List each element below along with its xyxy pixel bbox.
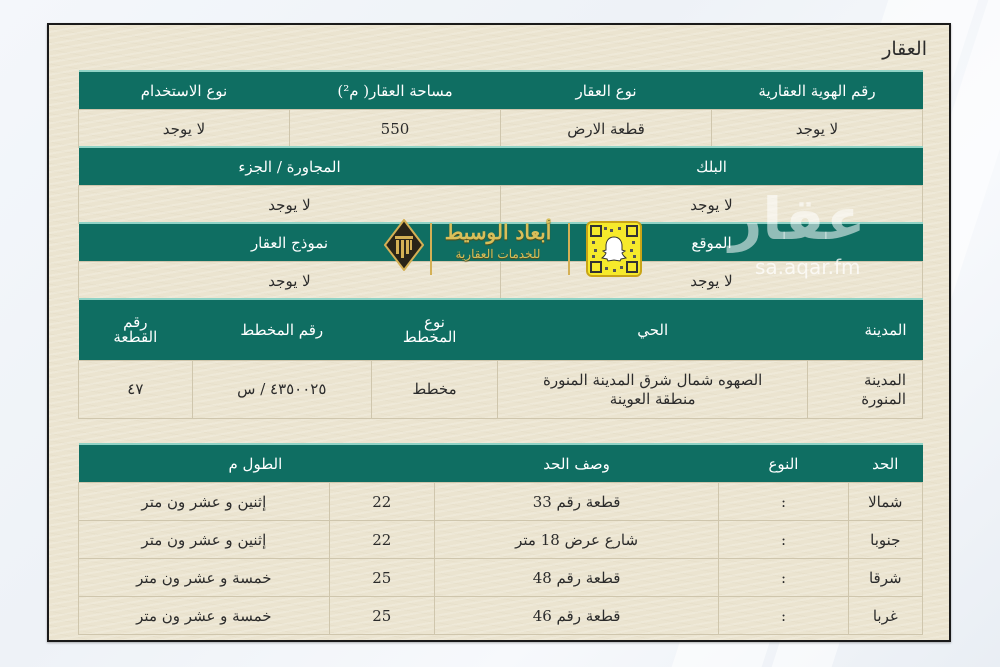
district-value-text: الصهوه شمال شرق المدينة المنورة منطقة العوينة	[542, 370, 763, 408]
building-logo-icon	[384, 219, 424, 271]
header-city: المدينة	[808, 299, 923, 361]
header-block: البلك	[501, 147, 923, 186]
watermark-logo-text: عقار	[729, 185, 866, 253]
section-title: العقار	[882, 38, 927, 60]
brand-name-sub: للخدمات العقارية	[455, 247, 541, 261]
city-value-text: المدينة المنورة	[861, 370, 906, 408]
header-neighborhood-part: المجاورة / الجزء	[79, 147, 501, 186]
property-document	[47, 23, 951, 642]
header-type: النوع	[719, 444, 848, 483]
type-cell: :	[719, 521, 848, 559]
plan-number-value: ٤٣٥٠٠٢٥ / س	[192, 361, 371, 419]
header-length	[79, 444, 435, 483]
description-cell: قطعة رقم 46	[434, 597, 719, 635]
property-area-value: 550	[290, 110, 501, 148]
boundaries-table	[78, 443, 923, 635]
block-table	[78, 146, 923, 224]
brand-name	[436, 219, 560, 263]
side-cell: شمالا	[848, 483, 922, 521]
usage-type-value: لا يوجد	[79, 110, 290, 148]
header-plan-type-label: نوع المخطط	[402, 313, 457, 346]
side-cell: جنوبا	[848, 521, 922, 559]
table-row	[79, 361, 923, 419]
length-words-cell: خمسة و عشر ون متر	[79, 559, 330, 597]
type-cell: :	[719, 559, 848, 597]
length-cell: 25	[329, 597, 434, 635]
length-cell: 22	[329, 521, 434, 559]
property-id-value: لا يوجد	[712, 110, 923, 148]
table-header-row	[79, 71, 923, 110]
district-value	[498, 361, 808, 419]
brand-logo	[384, 217, 644, 281]
header-location: الموقع	[501, 223, 923, 262]
table-row	[79, 559, 923, 597]
length-cell: 22	[329, 483, 434, 521]
brand-name-main: أبعاد الوسيط	[444, 220, 552, 244]
property-type-value: قطعة الارض	[501, 110, 712, 148]
header-plan-type	[371, 299, 497, 361]
table-row	[79, 110, 923, 148]
property-info-table	[78, 70, 923, 148]
plot-number-value: ٤٧	[79, 361, 193, 419]
header-description: وصف الحد	[434, 444, 719, 483]
side-cell: شرقا	[848, 559, 922, 597]
table-row	[79, 597, 923, 635]
type-cell: :	[719, 597, 848, 635]
description-cell: قطعة رقم 33	[434, 483, 719, 521]
header-district: الحي	[498, 299, 808, 361]
table-header-row	[79, 444, 923, 483]
description-cell: قطعة رقم 48	[434, 559, 719, 597]
location-value: لا يوجد	[501, 262, 923, 300]
header-usage-type: نوع الاستخدام	[79, 71, 290, 110]
header-property-area: مساحة العقار( م²)	[290, 71, 501, 110]
header-property-id: رقم الهوية العقارية	[712, 71, 923, 110]
snapchat-qr-icon	[586, 221, 642, 277]
side-cell: غربا	[848, 597, 922, 635]
table-header-row	[79, 147, 923, 186]
header-plot-number-label: رقم القطعة	[113, 313, 158, 346]
header-property-model: نموذج العقار	[79, 223, 501, 262]
length-words-cell: خمسة و عشر ون متر	[79, 597, 330, 635]
header-plot-number	[79, 299, 193, 361]
header-plan-number: رقم المخطط	[192, 299, 371, 361]
header-property-type: نوع العقار	[501, 71, 712, 110]
table-row	[79, 521, 923, 559]
property-model-value: لا يوجد	[79, 262, 501, 300]
neighborhood-part-value: لا يوجد	[79, 186, 501, 224]
watermark-url: sa.aqar.fm	[755, 255, 861, 279]
qr-code-icon	[588, 223, 640, 275]
city-value	[808, 361, 923, 419]
plan-type-value: مخطط	[371, 361, 497, 419]
table-row	[79, 483, 923, 521]
header-side: الحد	[848, 444, 922, 483]
type-cell: :	[719, 483, 848, 521]
length-words-cell: إثنين و عشر ون متر	[79, 521, 330, 559]
length-words-cell: إثنين و عشر ون متر	[79, 483, 330, 521]
logo-divider	[430, 223, 432, 275]
address-table	[78, 298, 923, 419]
description-cell: شارع عرض 18 متر	[434, 521, 719, 559]
header-length-label: الطول م	[228, 454, 283, 473]
logo-divider	[568, 223, 570, 275]
table-header-row	[79, 299, 923, 361]
block-value: لا يوجد	[501, 186, 923, 224]
length-cell: 25	[329, 559, 434, 597]
